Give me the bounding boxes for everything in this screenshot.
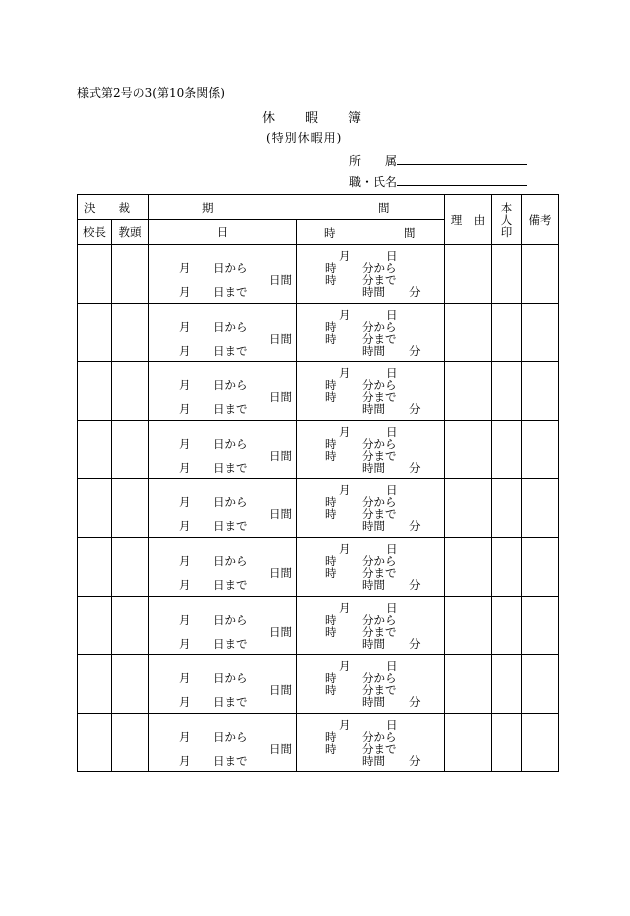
hours-count: 時間 (362, 460, 385, 475)
vice-principal-approval-cell[interactable] (112, 537, 149, 596)
day-header-cell (149, 220, 297, 245)
time-period-cell (297, 479, 445, 538)
time-month: 月 (339, 307, 351, 322)
hour-to: 時 (325, 390, 337, 405)
minute-to: 分まで (362, 390, 397, 405)
time-period-cell (297, 655, 445, 714)
day-to: 日まで (213, 285, 248, 299)
time-day: 日 (386, 717, 398, 732)
hours-count: 時間 (362, 343, 385, 358)
day-period-cell (149, 420, 297, 479)
remarks-cell[interactable] (522, 655, 559, 714)
table-row (78, 420, 559, 479)
day-to: 日まで (213, 402, 248, 417)
remarks-cell[interactable] (522, 479, 559, 538)
table-row (78, 362, 559, 421)
time-month: 月 (339, 541, 351, 556)
table-row (78, 655, 559, 714)
day-to: 日まで (213, 695, 248, 710)
day-from: 日から (213, 612, 248, 627)
remarks-cell[interactable] (522, 420, 559, 479)
days-count: 日間 (269, 390, 292, 405)
table-row (78, 596, 559, 655)
seal-header-3: 印 (500, 224, 513, 239)
reason-cell[interactable] (445, 245, 492, 304)
principal-approval-cell[interactable] (78, 596, 112, 655)
principal-approval-cell[interactable] (78, 420, 112, 479)
minute-to: 分まで (362, 331, 397, 346)
hour-to: 時 (325, 565, 337, 580)
vice-principal-approval-cell[interactable] (112, 362, 149, 421)
seal-cell[interactable] (492, 303, 522, 362)
remarks-cell[interactable] (522, 596, 559, 655)
time-header-left: 時 (324, 226, 336, 240)
time-month: 月 (339, 717, 351, 732)
principal-header: 校長 (83, 225, 106, 239)
day-period-cell (149, 596, 297, 655)
hour-to: 時 (325, 741, 337, 756)
form-number: 様式第2号の3(第10条関係) (77, 86, 225, 100)
principal-approval-cell[interactable] (78, 479, 112, 538)
time-day: 日 (386, 424, 398, 439)
seal-cell[interactable] (492, 479, 522, 538)
time-period-cell (297, 245, 445, 304)
time-header-cell (297, 220, 445, 245)
hours-count: 時間 (362, 753, 385, 768)
day-to: 日まで (213, 753, 248, 768)
reason-cell[interactable] (445, 479, 492, 538)
reason-header: 理 由 (450, 212, 486, 227)
principal-approval-cell[interactable] (78, 362, 112, 421)
period-header-right: 間 (378, 201, 390, 215)
remarks-cell[interactable] (522, 303, 559, 362)
time-day: 日 (386, 366, 398, 381)
seal-cell[interactable] (492, 537, 522, 596)
affiliation-field[interactable] (397, 164, 527, 165)
period-header-left: 期 (202, 201, 214, 215)
table-row (78, 713, 559, 772)
reason-cell[interactable] (445, 362, 492, 421)
decision-header-cell (78, 195, 149, 220)
minute-to: 分まで (362, 507, 397, 522)
hour-from: 時 (325, 378, 337, 393)
minute-to: 分まで (362, 565, 397, 580)
days-count: 日間 (269, 565, 292, 580)
minute-from: 分から (362, 612, 397, 627)
day-from: 日から (213, 495, 248, 510)
vice-principal-approval-cell[interactable] (112, 713, 149, 772)
time-period-cell (297, 420, 445, 479)
day-period-cell (149, 655, 297, 714)
minute-to: 分まで (362, 448, 397, 463)
hours-count: 時間 (362, 285, 385, 299)
minute-from: 分から (362, 261, 397, 275)
day-from: 日から (213, 261, 248, 275)
remarks-cell[interactable] (522, 713, 559, 772)
vice-principal-approval-cell[interactable] (112, 596, 149, 655)
minutes-count: 分 (409, 285, 421, 299)
days-count: 日間 (269, 624, 292, 639)
month-from: 月 (179, 495, 191, 510)
minute-from: 分から (362, 436, 397, 451)
remarks-cell[interactable] (522, 245, 559, 304)
month-to: 月 (179, 285, 191, 299)
table-row (78, 245, 559, 304)
time-day: 日 (386, 541, 398, 556)
name-label: 職・氏名 (349, 175, 398, 189)
day-from: 日から (213, 671, 248, 686)
table-row (78, 303, 559, 362)
minutes-count: 分 (409, 577, 421, 592)
month-from: 月 (179, 729, 191, 744)
day-from: 日から (213, 436, 248, 451)
day-header: 日 (216, 225, 229, 239)
days-count: 日間 (269, 683, 292, 698)
hour-to: 時 (325, 331, 337, 346)
time-period-cell (297, 713, 445, 772)
month-to: 月 (179, 519, 191, 534)
vice-principal-approval-cell[interactable] (112, 655, 149, 714)
day-from: 日から (213, 729, 248, 744)
minute-to: 分まで (362, 273, 397, 287)
day-to: 日まで (213, 460, 248, 475)
days-count: 日間 (269, 741, 292, 756)
time-day: 日 (386, 249, 398, 263)
seal-header-cell (492, 195, 522, 245)
time-period-cell (297, 362, 445, 421)
reason-cell[interactable] (445, 303, 492, 362)
hours-count: 時間 (362, 695, 385, 710)
reason-header-cell (445, 195, 492, 245)
day-to: 日まで (213, 577, 248, 592)
time-header-right: 間 (404, 226, 416, 240)
reason-cell[interactable] (445, 713, 492, 772)
day-period-cell (149, 713, 297, 772)
minute-to: 分まで (362, 741, 397, 756)
principal-header-cell (78, 220, 112, 245)
seal-cell[interactable] (492, 245, 522, 304)
hour-to: 時 (325, 448, 337, 463)
minute-from: 分から (362, 671, 397, 686)
table-row (78, 537, 559, 596)
day-to: 日まで (213, 636, 248, 651)
hour-from: 時 (325, 436, 337, 451)
days-count: 日間 (269, 273, 292, 287)
seal-header-2: 人 (500, 212, 513, 227)
month-to: 月 (179, 402, 191, 417)
affiliation-label: 所 属 (349, 154, 398, 168)
hour-from: 時 (325, 553, 337, 568)
hours-count: 時間 (362, 519, 385, 534)
seal-cell[interactable] (492, 655, 522, 714)
reason-cell[interactable] (445, 537, 492, 596)
month-from: 月 (179, 319, 191, 334)
vice-principal-approval-cell[interactable] (112, 420, 149, 479)
month-from: 月 (179, 261, 191, 275)
days-count: 日間 (269, 448, 292, 463)
day-period-cell (149, 479, 297, 538)
month-from: 月 (179, 378, 191, 393)
day-from: 日から (213, 319, 248, 334)
header-row-1 (78, 195, 559, 220)
minutes-count: 分 (409, 402, 421, 417)
month-to: 月 (179, 460, 191, 475)
vice-principal-approval-cell[interactable] (112, 303, 149, 362)
hour-from: 時 (325, 612, 337, 627)
month-to: 月 (179, 636, 191, 651)
hour-from: 時 (325, 495, 337, 510)
hour-from: 時 (325, 671, 337, 686)
minutes-count: 分 (409, 695, 421, 710)
name-field[interactable] (397, 185, 527, 186)
time-month: 月 (339, 659, 351, 674)
seal-cell[interactable] (492, 420, 522, 479)
hours-count: 時間 (362, 402, 385, 417)
minutes-count: 分 (409, 636, 421, 651)
page-subtitle: (特別休暇用) (266, 131, 343, 145)
vice-principal-header-cell (112, 220, 149, 245)
time-day: 日 (386, 600, 398, 615)
minute-from: 分から (362, 553, 397, 568)
time-month: 月 (339, 483, 351, 498)
decision-header: 決 裁 (84, 201, 130, 215)
principal-approval-cell[interactable] (78, 713, 112, 772)
minute-from: 分から (362, 378, 397, 393)
month-from: 月 (179, 436, 191, 451)
reason-cell[interactable] (445, 655, 492, 714)
remarks-cell[interactable] (522, 362, 559, 421)
days-count: 日間 (269, 331, 292, 346)
time-day: 日 (386, 307, 398, 322)
day-period-cell (149, 537, 297, 596)
minutes-count: 分 (409, 460, 421, 475)
minutes-count: 分 (409, 753, 421, 768)
day-to: 日まで (213, 519, 248, 534)
hours-count: 時間 (362, 577, 385, 592)
vice-principal-approval-cell[interactable] (112, 245, 149, 304)
hour-to: 時 (325, 507, 337, 522)
period-header-cell (149, 195, 445, 220)
day-from: 日から (213, 553, 248, 568)
seal-cell[interactable] (492, 596, 522, 655)
seal-cell[interactable] (492, 713, 522, 772)
reason-cell[interactable] (445, 596, 492, 655)
minute-from: 分から (362, 319, 397, 334)
day-from: 日から (213, 378, 248, 393)
month-to: 月 (179, 753, 191, 768)
day-to: 日まで (213, 343, 248, 358)
reason-cell[interactable] (445, 420, 492, 479)
remarks-header-cell (522, 195, 559, 245)
hour-from: 時 (325, 729, 337, 744)
month-from: 月 (179, 612, 191, 627)
days-count: 日間 (269, 507, 292, 522)
time-day: 日 (386, 659, 398, 674)
day-period-cell (149, 245, 297, 304)
month-from: 月 (179, 671, 191, 686)
minutes-count: 分 (409, 519, 421, 534)
hour-to: 時 (325, 273, 337, 287)
remarks-header: 備考 (528, 212, 552, 227)
hour-to: 時 (325, 683, 337, 698)
seal-header-1: 本 (500, 200, 513, 215)
hour-from: 時 (325, 319, 337, 334)
minute-to: 分まで (362, 624, 397, 639)
time-month: 月 (339, 366, 351, 381)
time-day: 日 (386, 483, 398, 498)
vice-principal-header: 教頭 (118, 225, 142, 239)
day-period-cell (149, 362, 297, 421)
vice-principal-approval-cell[interactable] (112, 479, 149, 538)
remarks-cell[interactable] (522, 537, 559, 596)
minute-to: 分まで (362, 683, 397, 698)
principal-approval-cell[interactable] (78, 537, 112, 596)
time-month: 月 (339, 600, 351, 615)
minute-from: 分から (362, 729, 397, 744)
month-to: 月 (179, 343, 191, 358)
time-period-cell (297, 537, 445, 596)
hour-from: 時 (325, 261, 337, 275)
principal-approval-cell[interactable] (78, 245, 112, 304)
minutes-count: 分 (409, 343, 421, 358)
time-month: 月 (339, 424, 351, 439)
month-to: 月 (179, 577, 191, 592)
leave-record-table (77, 194, 559, 772)
day-period-cell (149, 303, 297, 362)
month-from: 月 (179, 553, 191, 568)
month-to: 月 (179, 695, 191, 710)
seal-cell[interactable] (492, 362, 522, 421)
principal-approval-cell[interactable] (78, 303, 112, 362)
time-period-cell (297, 303, 445, 362)
table-row (78, 479, 559, 538)
time-month: 月 (339, 249, 351, 263)
principal-approval-cell[interactable] (78, 655, 112, 714)
time-period-cell (297, 596, 445, 655)
hours-count: 時間 (362, 636, 385, 651)
hour-to: 時 (325, 624, 337, 639)
minute-from: 分から (362, 495, 397, 510)
page-title: 休暇簿 (262, 111, 392, 126)
